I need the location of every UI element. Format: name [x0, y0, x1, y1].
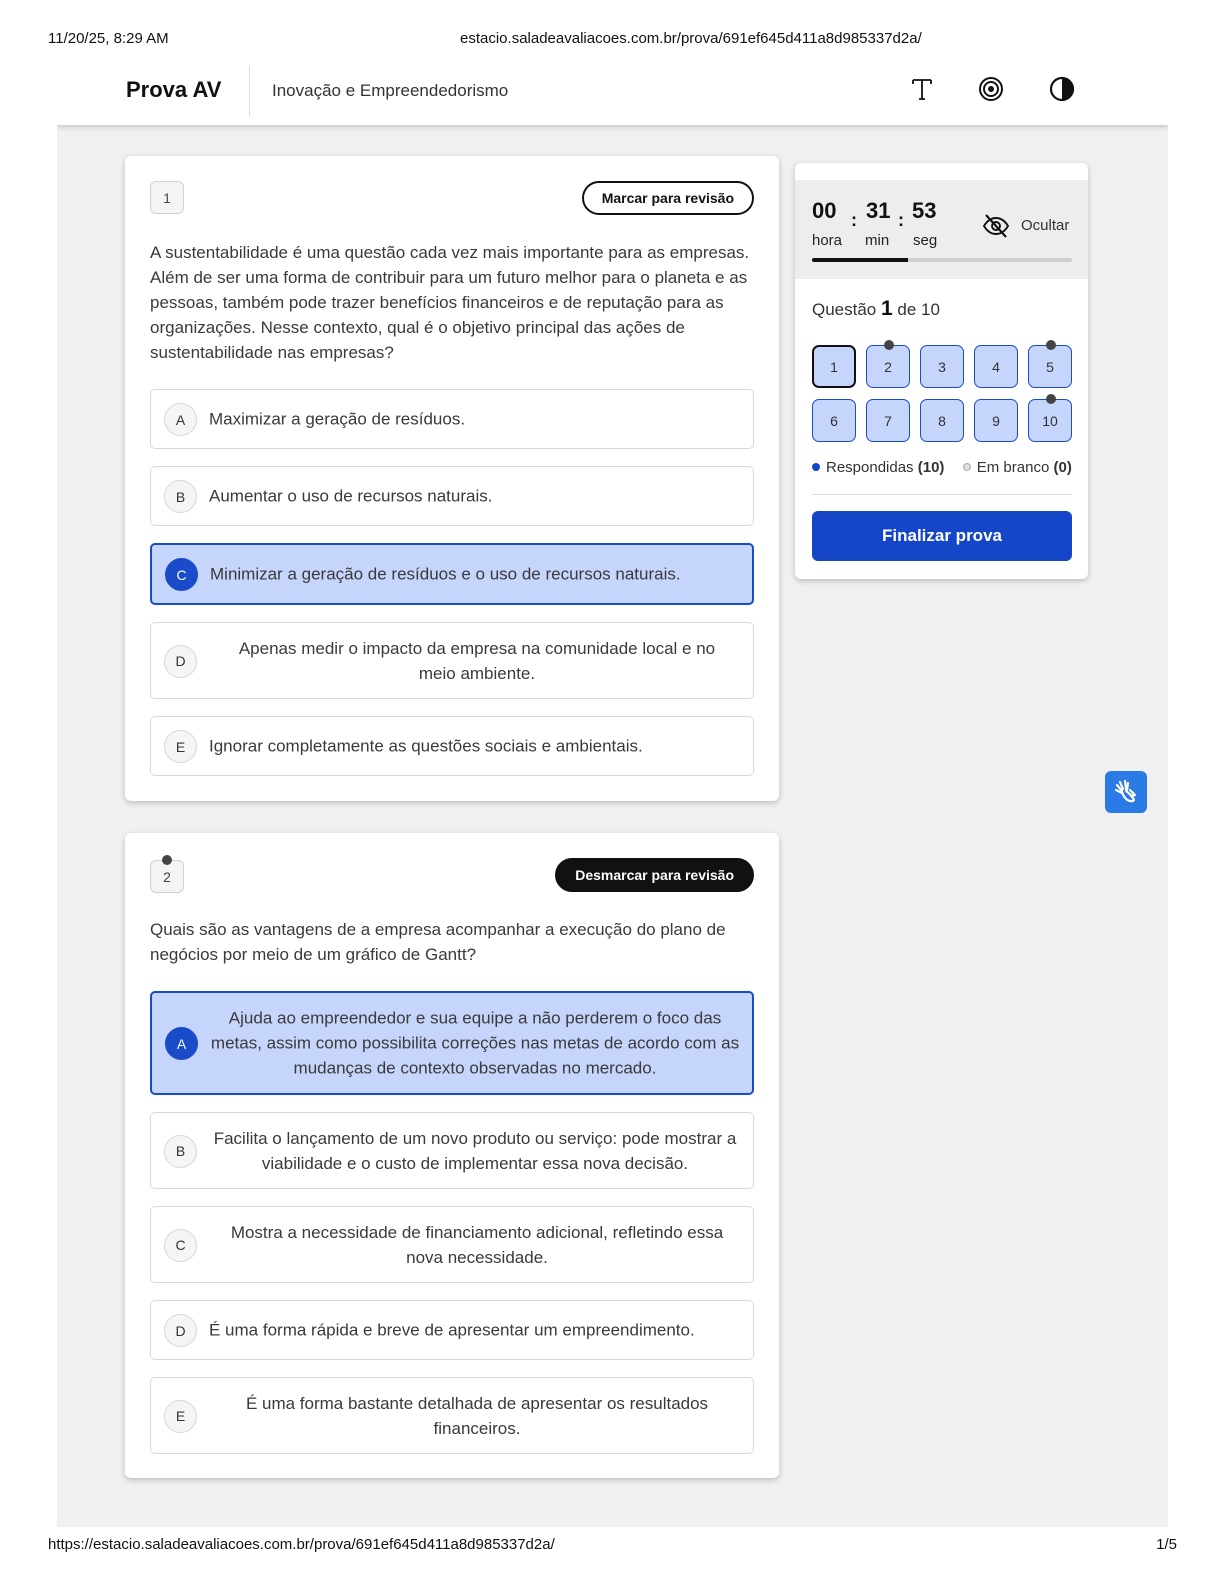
print-url-footer: https://estacio.saladeavaliacoes.com.br/prova/691ef645d411a8d985337d2a/: [48, 1536, 555, 1553]
option-text: Facilita o lançamento de um novo produto ou serviço: pode mostrar a viabilidade e o custo de implementar essa nova decisão.: [213, 1128, 737, 1173]
blank-dot: [963, 463, 971, 471]
nav-label: 5: [1046, 358, 1054, 375]
option-letter: C: [164, 1229, 197, 1262]
option-letter: A: [165, 1027, 198, 1060]
header-divider: [249, 66, 250, 116]
sign-language-icon: [1112, 778, 1140, 806]
option-letter: B: [164, 480, 197, 513]
nav-label: 2: [884, 358, 892, 375]
timer-minutes: 31: [866, 198, 891, 223]
option-letter: A: [164, 403, 197, 436]
nav-question-2[interactable]: [866, 345, 910, 388]
review-marker-dot: [1046, 340, 1056, 350]
hide-timer-label: Ocultar: [1021, 217, 1070, 234]
option-text: Minimizar a geração de resíduos e o uso de recursos naturais.: [210, 564, 681, 584]
timer-progress-bar: [812, 258, 1072, 262]
timer-hours: 00: [812, 198, 837, 223]
nav-question-3[interactable]: 3: [920, 345, 964, 388]
question-number: 1: [150, 181, 184, 214]
option-text: Maximizar a geração de resíduos.: [209, 409, 466, 429]
question-card-1: [125, 156, 779, 801]
nav-question-1[interactable]: 1: [812, 345, 856, 388]
nav-question-10[interactable]: [1028, 399, 1072, 442]
option-a[interactable]: [150, 991, 754, 1095]
top-bar: [57, 60, 1168, 125]
timer: [795, 180, 1088, 279]
question-counter-suffix: de 10: [897, 300, 940, 319]
review-marker-dot: [1046, 394, 1056, 404]
question-text: A sustentabilidade é uma questão cada vez mais importante para as empresas. Além de ser uma forma de contribuir para um futuro melhor para o planeta e as pessoas, também pode trazer benefícios financeiros e de reputação para as organizações. Nesse contexto, qual é o objetivo principal das ações de sustentabilidade nas empresas?: [150, 243, 750, 362]
option-text: Apenas medir o impacto da empresa na comunidade local e no meio ambiente.: [238, 638, 716, 683]
legend-blank-count: (0): [1053, 459, 1072, 476]
print-header: [48, 30, 1177, 50]
option-c[interactable]: [150, 543, 754, 605]
option-text: Mostra a necessidade de financiamento adicional, refletindo essa nova necessidade.: [230, 1222, 724, 1267]
option-letter: E: [164, 730, 197, 763]
timer-seconds: 53: [912, 198, 937, 223]
finish-exam-button[interactable]: Finalizar prova: [812, 511, 1072, 561]
legend-answered-label: Respondidas: [826, 459, 914, 476]
divider: [812, 494, 1072, 495]
option-b[interactable]: [150, 466, 754, 526]
question-counter: [812, 297, 940, 321]
question-card-2: [125, 833, 779, 1478]
question-counter-prefix: Questão: [812, 300, 877, 319]
brand-title: Prova AV: [126, 77, 222, 102]
print-page-number: 1/5: [1156, 1536, 1177, 1553]
exam-side-panel: [795, 163, 1088, 579]
nav-question-7[interactable]: 7: [866, 399, 910, 442]
question-counter-current: 1: [881, 297, 893, 320]
print-footer: [48, 1536, 1177, 1556]
timer-hours-label: hora: [812, 232, 843, 249]
hide-timer-button[interactable]: [982, 211, 1074, 241]
mark-review-button[interactable]: Marcar para revisão: [582, 181, 754, 215]
question-number: [150, 860, 184, 893]
option-letter: D: [164, 1314, 197, 1347]
review-marker-dot: [162, 855, 172, 865]
legend-blank-label: Em branco: [976, 459, 1050, 476]
option-d[interactable]: [150, 1300, 754, 1360]
option-text: Aumentar o uso de recursos naturais.: [209, 486, 493, 506]
option-text: Ajuda ao empreendedor e sua equipe a não perderem o foco das metas, assim como possibilita correções nas metas de acordo com as mudanças de contexto observadas no mercado.: [210, 1008, 740, 1078]
status-legend: [812, 459, 1072, 476]
question-number-label: 2: [163, 868, 171, 885]
timer-colon: :: [898, 210, 904, 230]
option-e[interactable]: [150, 1377, 754, 1454]
option-text: É uma forma bastante detalhada de apresentar os resultados financeiros.: [245, 1393, 709, 1438]
course-name: Inovação e Empreendedorismo: [272, 81, 509, 100]
question-text: Quais são as vantagens de a empresa acompanhar a execução do plano de negócios por meio de um gráfico de Gantt?: [150, 920, 726, 964]
nav-question-4[interactable]: 4: [974, 345, 1018, 388]
option-b[interactable]: [150, 1112, 754, 1189]
option-text: É uma forma rápida e breve de apresentar um empreendimento.: [209, 1320, 695, 1340]
legend-answered-count: (10): [917, 459, 945, 476]
option-letter: B: [164, 1135, 197, 1168]
timer-colon: :: [851, 210, 857, 230]
option-letter: D: [164, 645, 197, 678]
eye-off-icon: [982, 213, 1010, 239]
option-text: Ignorar completamente as questões sociais e ambientais.: [209, 736, 643, 756]
option-e[interactable]: [150, 716, 754, 776]
target-icon[interactable]: [976, 74, 1006, 104]
option-c[interactable]: [150, 1206, 754, 1283]
option-letter: E: [164, 1400, 197, 1433]
print-url-header: estacio.saladeavaliacoes.com.br/prova/691ef645d411a8d985337d2a/: [460, 30, 922, 47]
nav-question-5[interactable]: [1028, 345, 1072, 388]
font-size-icon[interactable]: [907, 74, 937, 104]
nav-label: 10: [1042, 412, 1058, 429]
timer-minutes-label: min: [865, 232, 890, 249]
exam-app: [57, 60, 1168, 1527]
timer-progress-fill: [812, 258, 908, 262]
sign-language-button[interactable]: [1105, 771, 1147, 813]
unmark-review-button[interactable]: Desmarcar para revisão: [555, 858, 754, 892]
review-marker-dot: [884, 340, 894, 350]
answered-dot: [812, 463, 820, 471]
nav-question-9[interactable]: 9: [974, 399, 1018, 442]
option-letter: C: [165, 558, 198, 591]
contrast-icon[interactable]: [1047, 74, 1077, 104]
print-datetime: 11/20/25, 8:29 AM: [48, 30, 169, 47]
timer-seconds-label: seg: [913, 232, 938, 249]
option-a[interactable]: [150, 389, 754, 449]
option-d[interactable]: [150, 622, 754, 699]
nav-question-8[interactable]: 8: [920, 399, 964, 442]
nav-question-6[interactable]: 6: [812, 399, 856, 442]
